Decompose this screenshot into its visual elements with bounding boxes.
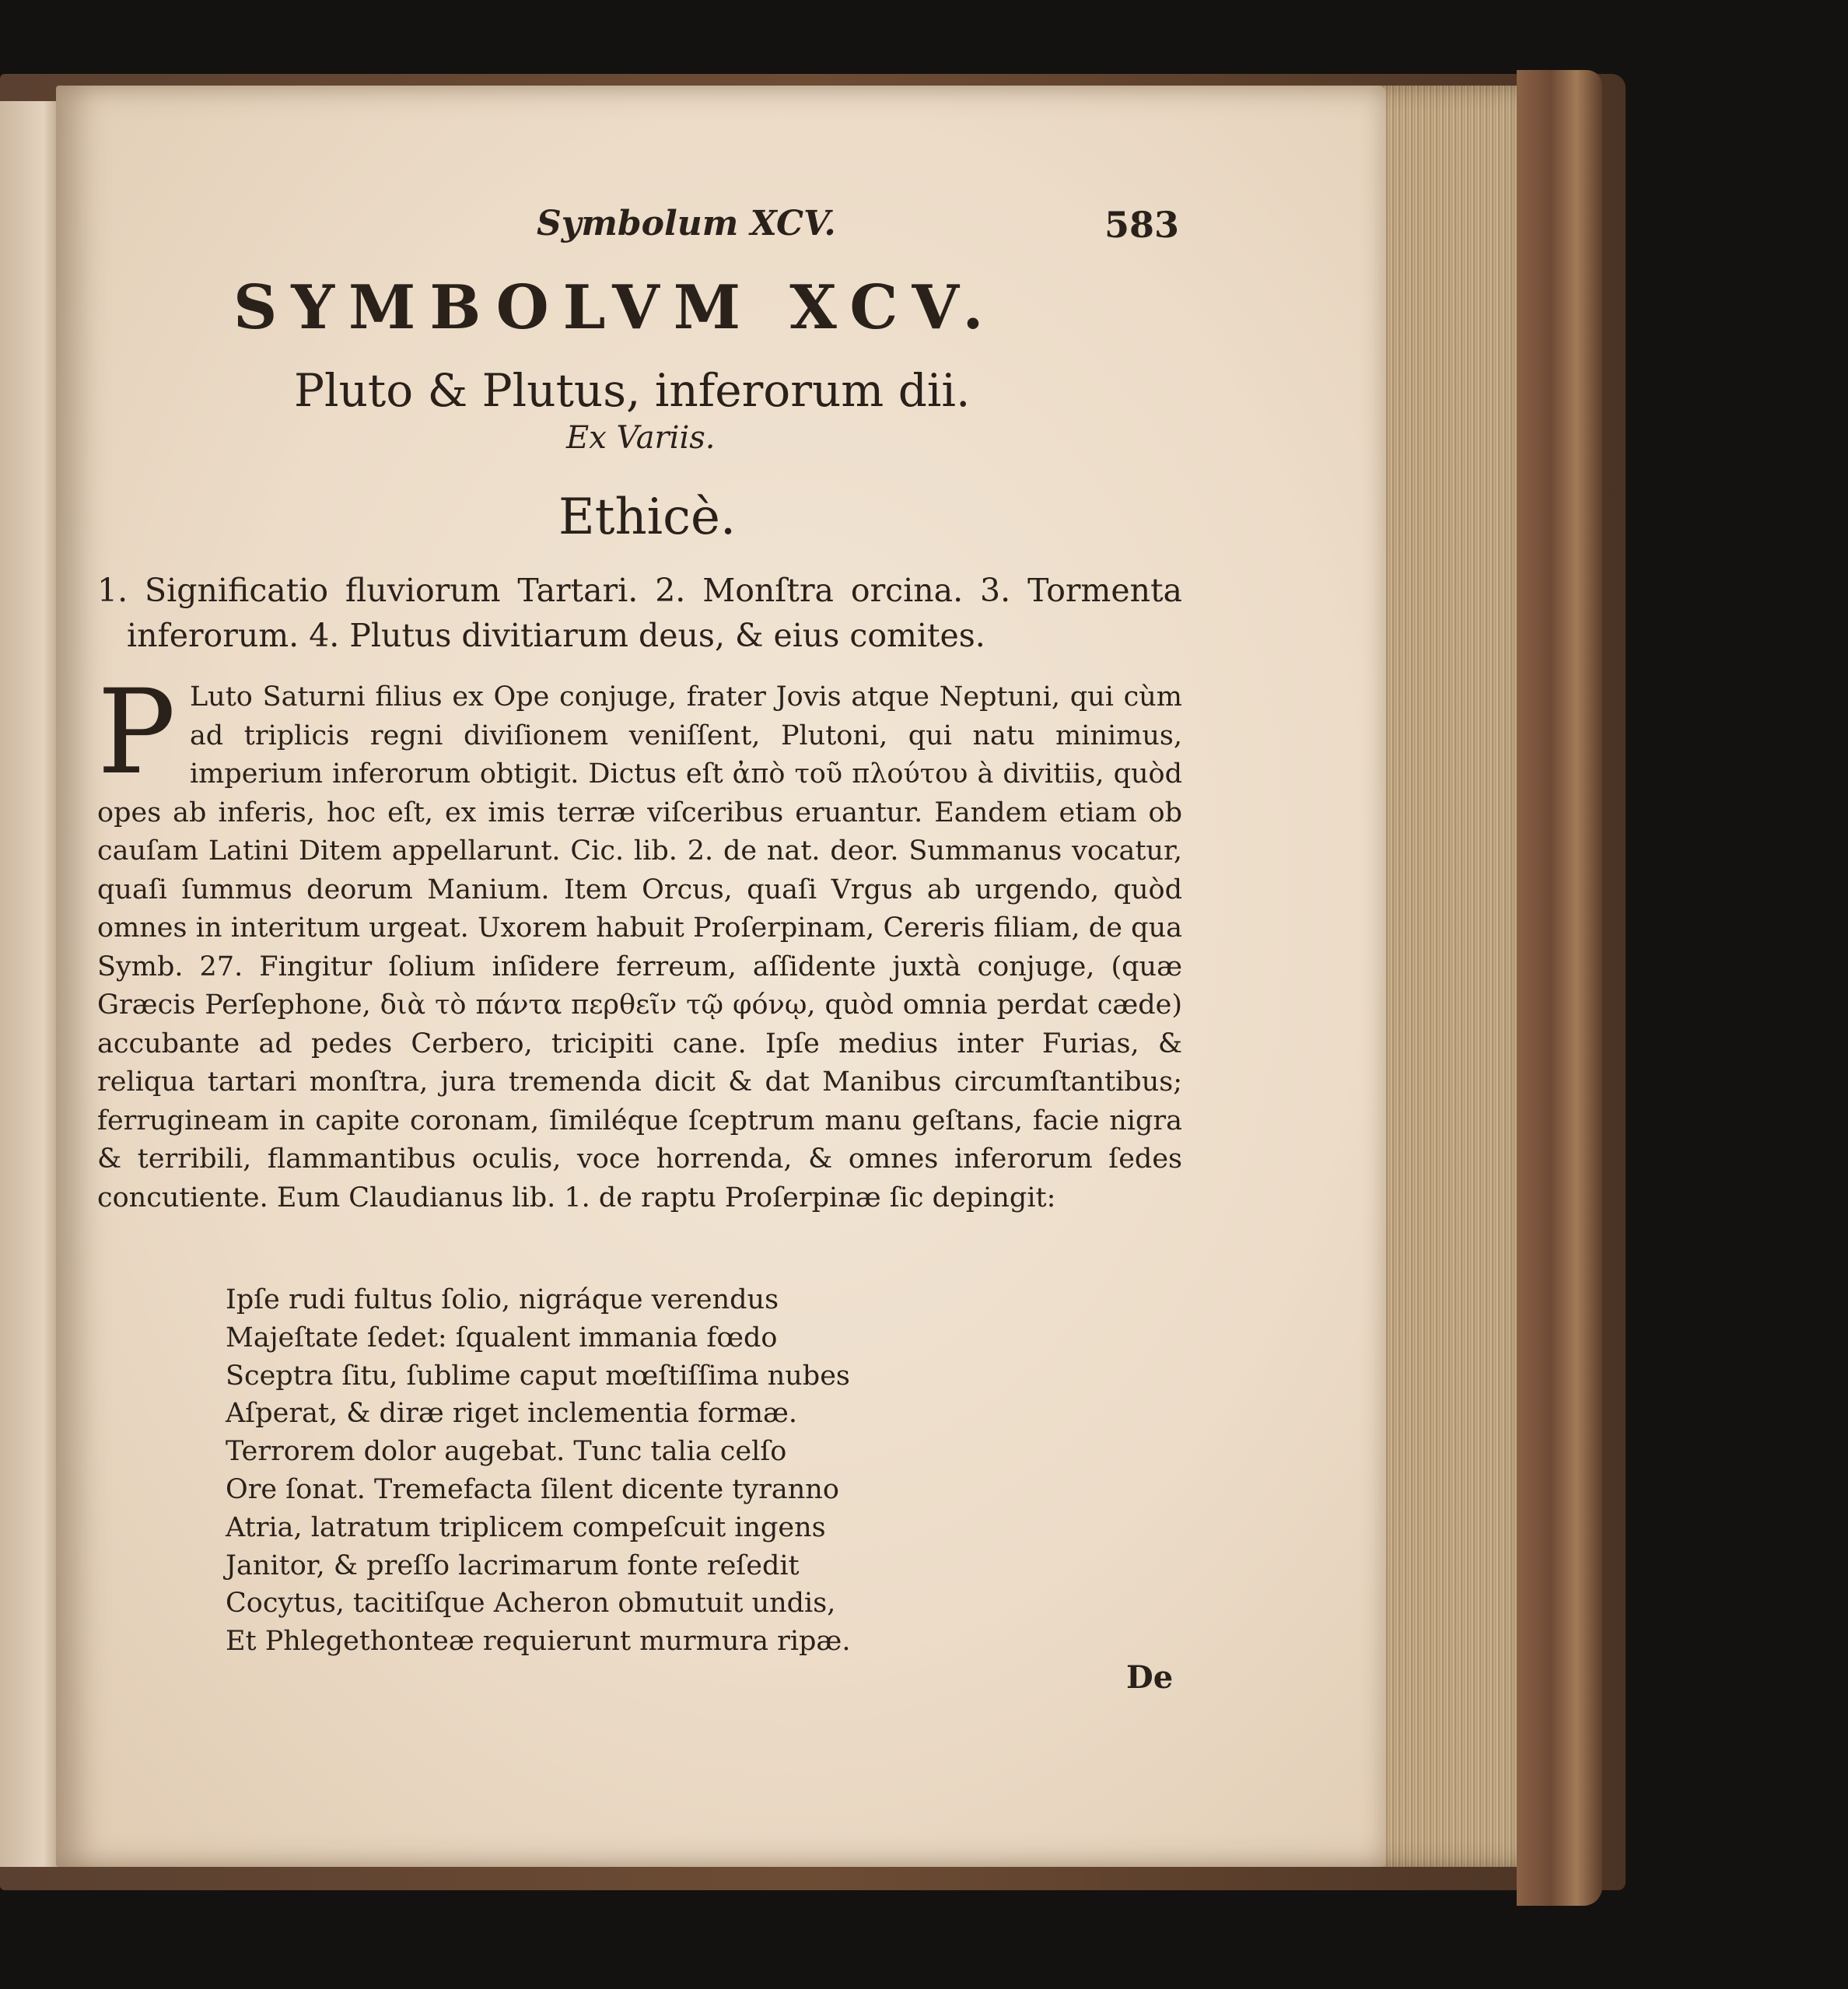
section-heading: Ethicè. bbox=[558, 488, 737, 546]
verse-line: Terrorem dolor augebat. Tunc talia celſo bbox=[226, 1436, 787, 1468]
verse-line: Aſperat, & diræ riget inclementia formæ. bbox=[226, 1398, 798, 1430]
body-paragraph bbox=[97, 665, 1182, 1217]
book-spine bbox=[1517, 70, 1602, 1906]
drop-cap: P bbox=[97, 665, 176, 800]
catchword: De bbox=[1126, 1659, 1174, 1696]
source-line: Ex Variis. bbox=[566, 420, 716, 456]
left-page-edge bbox=[0, 101, 62, 1867]
verse-quotation bbox=[226, 1281, 1003, 1661]
summary-paragraph: 1. Significatio fluviorum Tartari. 2. Monſtra orcina. 3. Tormenta inferorum. 4. Plutus divitiarum deus, & eius comites. bbox=[97, 572, 1182, 654]
running-head: Symbolum XCV. bbox=[537, 204, 836, 243]
verse-line: Ipſe rudi fultus ſolio, nigráque verendus bbox=[226, 1284, 779, 1315]
verse-line: Sceptra ſitu, ſublime caput mœſtiſſima nubes bbox=[226, 1360, 850, 1392]
verse-line: Janitor, & preſſo lacrimarum fonte reſedit bbox=[226, 1550, 800, 1581]
symbol-title: SYMBOLVM XCV. bbox=[233, 272, 998, 343]
verse-line: Atria, latratum triplicem compeſcuit ingens bbox=[226, 1511, 826, 1543]
verse-line: Et Phlegethonteæ requierunt murmura ripæ. bbox=[226, 1626, 851, 1658]
page-number: 583 bbox=[1104, 204, 1180, 246]
verse-line: Cocytus, tacitiſque Acheron obmutuit undis, bbox=[226, 1588, 836, 1620]
verse-line: Ore ſonat. Tremefacta ſilent dicente tyranno bbox=[226, 1473, 839, 1505]
subtitle: Pluto & Plutus, inferorum dii. bbox=[294, 364, 971, 417]
verse-line: Majeſtate ſedet: ſqualent immania fœdo bbox=[226, 1322, 778, 1353]
body-text: Luto Saturni filius ex Ope conjuge, frater Jovis atque Neptuni, qui cùm ad triplicis regni diviſionem veniſſent, Plutoni, qui natu minimus, imperium inferorum obtigit. Dictus eſt ἀπὸ τοῦ πλούτου à divitiis, quòd opes ab inferis, hoc eſt, ex imis terræ viſceribus eruantur. Eandem etiam ob cauſam Latini Ditem appellarunt. Cic. lib. 2. de nat. deor. Summanus vocatur, quaſi ſummus deorum Manium. Item Orcus, quaſi Vrgus ab urgendo, quòd omnes in interitum urgeat. Uxorem habuit Proſerpinam, Cereris filiam, de qua Symb. 27. Fingitur ſolium inſidere ferreum, aſſidente juxtà conjuge, (quæ Græcis Perſephone, διὰ τὸ πάντα περθεῖν τῷ φόνῳ, quòd omnia perdat cæde) accubante ad pedes Cerbero, tricipiti cane. Ipſe medius inter Furias, & reliqua tartari monſtra, jura tremenda dicit & dat Manibus circumſtantibus; ferrugineam in capite coronam, ſimiléque ſceptrum manu geſtans, facie nigra & terribili, flammantibus oculis, voce horrenda, & omnes inferorum ſedes concutiente. Eum Claudianus lib. 1. de raptu Proſerpinæ ſic depingit: bbox=[97, 681, 1182, 1213]
